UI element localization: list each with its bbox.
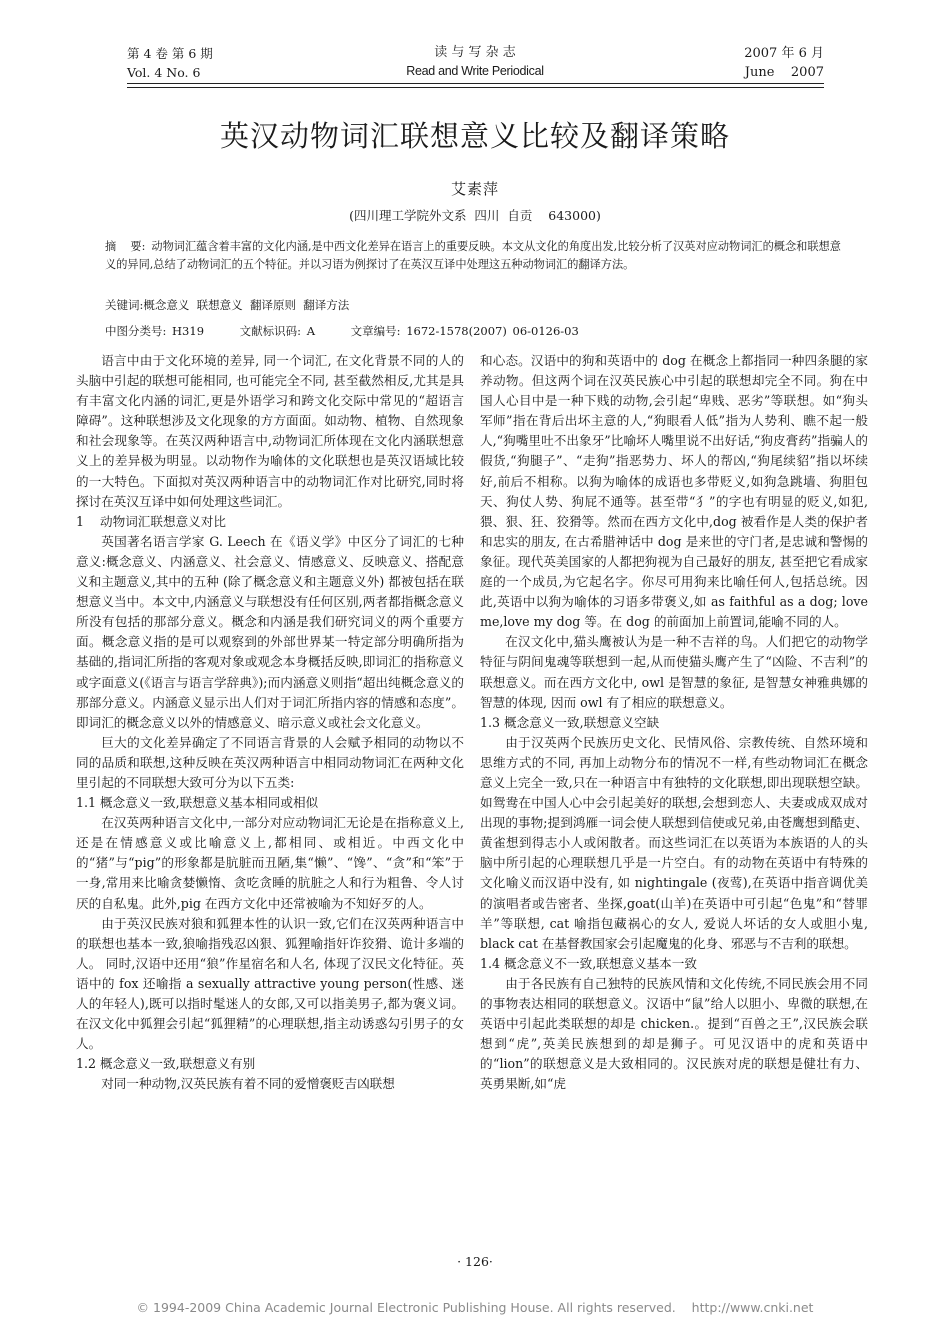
body-paragraph: 英国著名语言学家 G. Leech 在《语义学》中区分了词汇的七种意义:概念意义、内涵意义、社会意义、情感意义、反映意义、搭配意义和主题意义,其中的五种 (除了概念意义和主题意义外) 都被包括在联想意义当中。本文中,内涵意义与联想没有任何区别,两者都指概念意义所没有包括的那部分意义。概念和内涵是我们研究词义的两个重要方面。概念意义指的是可以观察到的外部世界某一特定部分明确所指为基础的,指词汇所指的客观对象或观念本身概括反映,即词汇的指称意义或字面意义(《语言与语言学辞典》);而内涵意义则指“超出纯概念意义的那部分意义。内涵意义显示出人们对于词汇所指内容的情感和态度”。即词汇的概念意义以外的情感意义、暗示意义或社会文化意义。 <box>76 533 464 730</box>
journal-en: Read and Write Periodical <box>406 64 544 78</box>
body-paragraph: 在汉英两种语言文化中,一部分对应动物词汇无论是在指称意义上,还是在情感意义或比喻意义上,都相同、或相近。中西文化中的“猪”与“pig”的形象都是肮脏而丑陋,集“懒”、“馋”、“贪”和“笨”于一身,常用来比喻贪婪懒惰、贪吃贪睡的肮脏之人和行为粗鲁、令人讨厌的自私鬼。此外,pig 在西方文化中还常被喻为不知好歹的人。 <box>76 815 464 911</box>
body-paragraph: 语言中由于文化环境的差异, 同一个词汇, 在文化背景不同的人的头脑中引起的联想可能相同, 也可能完全不同, 甚至截然相反,尤其是具有丰富文化内涵的词汇,更是外语学习和跨文化交际中常见的“超语言障碍”。这种联想涉及文化现象的方方面面。如动物、植物、自然现象和社会现象等。在英汉两种语言中,动物词汇所体现在文化内涵联想意义上的差异极为明显。以动物作为喻体的文化联想也是英汉语域比较的一大特色。下面拟对英汉两种语言中的动物词汇作对比研究,同时将探讨在英汉互译中如何处理这些词汇。 <box>76 353 464 509</box>
document-code: 文献标识码: A <box>239 324 316 338</box>
date-en: June 2007 <box>744 65 824 80</box>
body-paragraph: 由于各民族有自己独特的民族风情和文化传统,不同民族会用不同的事物表达相同的联想意义。汉语中“鼠”给人以胆小、卑微的联想,在英语中引起此类联想的却是 chicken.。提到“百兽之王”,汉民族会联想到“虎”,英美民族想到的却是狮子。可见汉语中的虎和英语中的“lion”的联想意义是大致相同的。汉民族对虎的联想是健壮有力、英勇果断,如“虎 <box>480 975 868 1092</box>
section-heading: 1 动物词汇联想意义对比 <box>76 513 226 529</box>
issue-en: Vol. 4 No. 6 <box>127 65 201 80</box>
abstract-label: 摘 要: <box>105 240 146 253</box>
section-heading: 1.3 概念意义一致,联想意义空缺 <box>480 714 660 730</box>
header-rule-thick <box>127 83 824 84</box>
body-column-left <box>76 351 464 1094</box>
article-affiliation: (四川理工学院外文系 四川 自贡 643000) <box>349 208 601 223</box>
keywords-text: 概念意义 联想意义 翻译原则 翻译方法 <box>143 298 350 312</box>
body-paragraph: 由于英汉民族对狼和狐狸本性的认识一致,它们在汉英两种语言中的联想也基本一致,狼喻指残忍凶狠、狐狸喻指奸诈狡猾、诡计多端的人。 同时,汉语中还用“狼”作星宿名和人名, 体现了汉民文化特征。英语中的 fox 还喻指 a sexually attractive young person(性感、迷人的年轻人),既可以指时髦迷人的女郎,又可以指美男子,都为褒义词。在汉文化中狐狸会引起“狐狸精”的心理联想,指主动诱惑勾引男子的女人。 <box>76 915 464 1052</box>
header-issue <box>127 44 213 82</box>
section-heading: 1.4 概念意义不一致,联想意义基本一致 <box>480 955 697 971</box>
journal-cn: 读 与 写 杂 志 <box>434 45 516 60</box>
header-rule-thin <box>127 87 824 88</box>
body-paragraph: 对同一种动物,汉英民族有着不同的爱憎褒贬吉凶联想 <box>101 1076 395 1092</box>
keywords <box>105 297 349 313</box>
body-paragraph: 在汉文化中,猫头鹰被认为是一种不吉祥的鸟。人们把它的动物学特征与阴间鬼魂等联想到一起,从而使猫头鹰产生了“凶险、不吉利”的联想意义。而在西方文化中, owl 是智慧的象征, 是智慧女神雅典娜的智慧的体现, 因而 owl 有了相应的联想意义。 <box>480 634 868 710</box>
body-paragraph: 巨大的文化差异确定了不同语言背景的人会赋予相同的动物以不同的品质和联想,这种反映在英汉两种语言中相同动物词汇在两种文化里引起的不同联想大致可分为以下五类: <box>76 734 464 790</box>
header-journal <box>360 44 590 80</box>
abstract-text: 动物词汇蕴含着丰富的文化内涵,是中西文化差异在语言上的重要反映。本文从文化的角度出发,比较分析了汉英对应动物词汇的概念和联想意义的异同,总结了动物词汇的五个特征。并以习语为例探讨了在英汉互译中处理这五种动物词汇的翻译方法。 <box>105 240 841 271</box>
article-author: 艾素萍 <box>450 180 499 198</box>
clc-number: 中图分类号: H319 <box>105 324 205 338</box>
article-title: 英汉动物词汇联想意义比较及翻译策略 <box>219 119 730 153</box>
body-paragraph: 和心态。汉语中的狗和英语中的 dog 在概念上都指同一种四条腿的家养动物。但这两个词在汉英民族心中引起的联想却完全不同。狗在中国人心目中是一种下贱的动物,会引起“卑贱、恶劣”等联想。如“狗头军师”指在背后出坏主意的人,“狗眼看人低”指为人势利、瞧不起一般人,“狗嘴里吐不出象牙”比喻坏人嘴里说不出好话,“狗皮膏药”指骗人的假货,“狗腿子”、“走狗”指恶势力、坏人的帮凶,“狗尾续貂”指以坏续好,前后不相称。以狗为喻体的成语也多带贬义,如狗急跳墙、狗胆包天、狗仗人势、狗屁不通等。甚至带“犭”的字也有明显的贬义,如犯,猥、狠、狂、狡猾等。然而在西方文化中,dog 被看作是人类的保护者和忠实的朋友, 在古希腊神话中 dog 是来世的守门者,是忠诚和警惕的象征。现代英美国家的人都把狗视为自己最好的朋友, 甚至把它看成家庭的一个成员,为它起名字。你尽可用狗来比喻任何人,包括总统。因此,英语中以狗为喻体的习语多带褒义,如 as faithful as a dog; love me,love my dog 等。在 dog 的前面加上前置词,能喻不同的人。 <box>480 353 868 630</box>
abstract <box>105 238 845 273</box>
copyright-footer: © 1994-2009 China Academic Journal Electronic Publishing House. All rights reserved. http://www.cnki.net <box>136 1300 814 1315</box>
section-heading: 1.1 概念意义一致,联想意义基本相同或相似 <box>76 795 319 811</box>
classification-line <box>105 323 609 339</box>
page-number: · 126· <box>457 1254 493 1269</box>
body-paragraph: 由于汉英两个民族历史文化、民情风俗、宗教传统、自然环境和思维方式的不同, 再加上动物分布的情况不一样,有些动物词汇在概念意义上完全一致,只在一种语言中有独特的文化联想,即出现联想空缺。如鸳鸯在中国人心中会引起美好的联想,会想到恋人、夫妻或成双成对出现的事物;提到鸿雁一词会使人联想到信使或兄弟,由苍鹰想到酷吏、黄雀想到得志小人或闲散者。而这些词汇在以英语为本族语的人的头脑中所引起的心理联想几乎是一片空白。有的动物在英语中有特殊的文化喻义而汉语中没有, 如 nightingale (夜莺),在英语中指音调优美的演唱者或告密者、坐探,goat(山羊)在英语中可引起“色鬼”和“替罪羊”等联想, cat 喻指包藏祸心的女人, 爱说人坏话的女人或胆小鬼, black cat 在基督教国家会引起魔鬼的化身、邪恶与不吉利的联想。 <box>480 734 868 951</box>
issue-cn: 第 4 卷 第 6 期 <box>127 46 213 61</box>
page-header <box>0 0 950 92</box>
article-number: 文章编号: 1672-1578(2007) 06-0126-03 <box>350 324 579 338</box>
header-date <box>728 44 824 82</box>
section-heading: 1.2 概念意义一致,联想意义有别 <box>76 1056 256 1072</box>
keywords-label: 关键词: <box>105 298 144 312</box>
body-column-right <box>480 351 868 1094</box>
date-cn: 2007 年 6 月 <box>744 46 824 61</box>
